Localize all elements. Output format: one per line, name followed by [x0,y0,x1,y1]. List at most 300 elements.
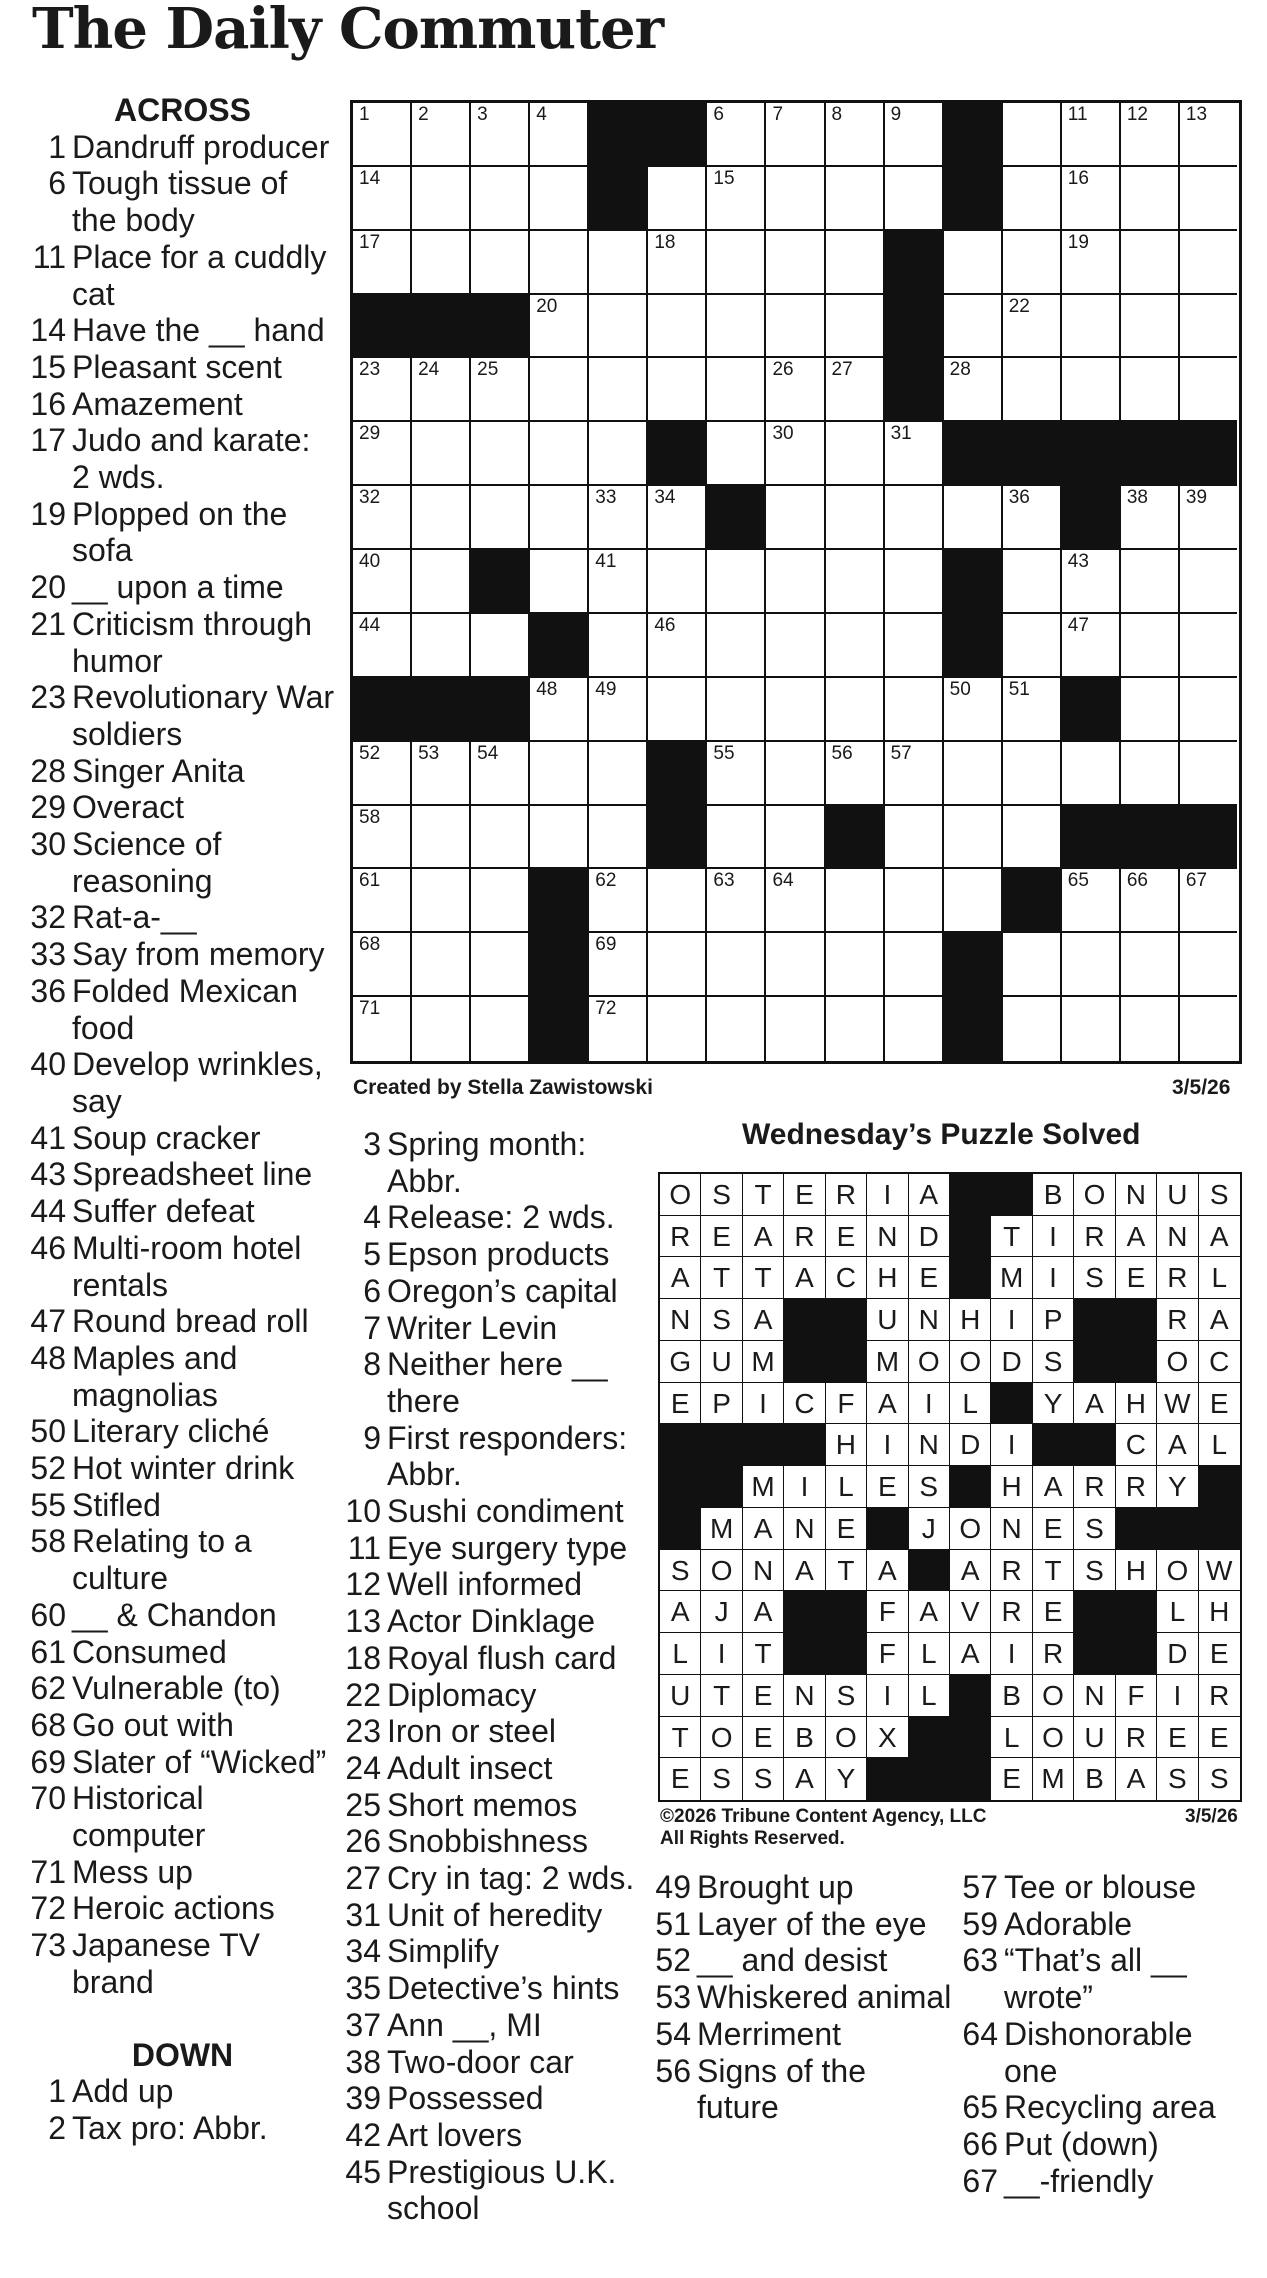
cell-number: 19 [1067,231,1089,253]
grid-cell[interactable] [1180,742,1237,806]
clue-text: Snobbishness [387,1823,589,1860]
grid-cell[interactable] [1003,295,1062,359]
grid-cell[interactable] [589,358,648,422]
clue-text: Well informed [387,1566,583,1603]
grid-cell[interactable] [353,231,412,295]
clue-text: Ann __, MI [387,2006,542,2043]
cell-number: 31 [890,423,912,445]
grid-cell[interactable] [1003,806,1062,870]
grid-cell[interactable] [412,103,471,167]
solution-block [909,1550,950,1592]
grid-cell[interactable] [530,103,589,167]
clue-number: 3 [363,1126,381,1162]
grid-cell[interactable] [766,678,825,742]
clue-number: 64 [962,2015,998,2052]
grid-cell[interactable] [766,806,825,870]
grid-cell[interactable] [1180,167,1237,231]
grid-cell[interactable] [766,933,825,997]
clue-number: 32 [30,899,66,936]
solution-date: 3/5/26 [1185,1806,1238,1827]
solution-cell: W [1157,1383,1198,1425]
grid-cell[interactable] [826,231,885,295]
grid-cell[interactable] [885,103,944,167]
grid-cell[interactable] [1121,103,1180,167]
grid-cell[interactable] [530,422,589,486]
grid-cell[interactable] [589,422,648,486]
clue-item [30,422,335,495]
grid-cell[interactable] [707,742,766,806]
clue-item [30,1303,335,1340]
clue-number: 68 [30,1706,66,1743]
cell-number: 18 [654,231,676,253]
solution-cell: O [1033,1717,1074,1759]
grid-block [353,678,412,742]
grid-cell[interactable] [589,550,648,614]
grid-cell[interactable] [1062,742,1121,806]
grid-cell[interactable] [353,550,412,614]
grid-cell[interactable] [1003,678,1062,742]
grid-cell[interactable] [1003,550,1062,614]
grid-cell[interactable] [471,933,530,997]
clue-number: 12 [345,1566,381,1603]
grid-cell[interactable] [707,231,766,295]
grid-cell[interactable] [885,167,944,231]
cell-number: 49 [595,678,617,700]
grid-cell[interactable] [707,167,766,231]
grid-cell[interactable] [589,933,648,997]
grid-cell[interactable] [885,678,944,742]
cell-number: 34 [654,487,676,509]
grid-cell[interactable] [707,933,766,997]
grid-cell[interactable] [412,358,471,422]
grid-cell[interactable] [353,806,412,870]
grid-cell[interactable] [1121,933,1180,997]
grid-cell[interactable] [885,869,944,933]
grid-cell[interactable] [353,997,412,1061]
grid-cell[interactable] [412,550,471,614]
grid-cell[interactable] [707,997,766,1061]
solution-block [1116,1591,1157,1633]
cell-number: 57 [890,742,912,764]
solution-cell: I [909,1383,950,1425]
grid-cell[interactable] [707,806,766,870]
grid-cell[interactable] [826,422,885,486]
grid-cell[interactable] [885,997,944,1061]
clue-number: 51 [655,1905,691,1942]
solution-cell: L [1199,1424,1240,1466]
solution-cell: U [1074,1717,1115,1759]
grid-cell[interactable] [589,678,648,742]
grid-cell[interactable] [530,167,589,231]
grid-cell[interactable] [826,295,885,359]
clue-item [30,899,335,936]
grid-cell[interactable] [885,742,944,806]
grid-cell[interactable] [944,295,1003,359]
grid-cell[interactable] [707,550,766,614]
grid-cell[interactable] [648,295,707,359]
grid-cell[interactable] [353,933,412,997]
grid-cell[interactable] [1180,869,1237,933]
cell-number: 17 [359,231,381,253]
grid-cell[interactable] [589,295,648,359]
grid-cell[interactable] [353,103,412,167]
grid-cell[interactable] [1121,486,1180,550]
grid-cell[interactable] [648,997,707,1061]
grid-cell[interactable] [944,678,1003,742]
grid-cell[interactable] [1180,997,1237,1061]
grid-cell[interactable] [944,869,1003,933]
grid-cell[interactable] [885,550,944,614]
grid-cell[interactable] [353,167,412,231]
solution-block [950,1174,991,1216]
solution-cell: S [1157,1758,1198,1800]
clue-item [345,1860,645,1897]
solution-block [660,1466,701,1508]
solution-cell: I [701,1633,742,1675]
solution-block [950,1675,991,1717]
grid-cell[interactable] [471,997,530,1061]
grid-cell[interactable] [648,678,707,742]
grid-cell[interactable] [707,422,766,486]
solution-cell: M [743,1466,784,1508]
grid-cell[interactable] [1062,933,1121,997]
grid-cell[interactable] [530,358,589,422]
grid-cell[interactable] [885,422,944,486]
clue-item [962,1906,1252,1943]
grid-cell[interactable] [412,486,471,550]
clue-item [30,973,335,1046]
grid-cell[interactable] [1003,167,1062,231]
grid-cell[interactable] [530,295,589,359]
grid-cell[interactable] [707,869,766,933]
solution-cell: A [950,1550,991,1592]
clue-number: 6 [48,165,66,202]
grid-cell[interactable] [648,231,707,295]
solution-cell: S [701,1299,742,1341]
grid-cell[interactable] [826,678,885,742]
clue-number: 48 [30,1339,66,1376]
grid-block [353,295,412,359]
grid-cell[interactable] [707,358,766,422]
grid-cell[interactable] [826,997,885,1061]
grid-cell[interactable] [1121,358,1180,422]
solution-cell: A [743,1299,784,1341]
grid-cell[interactable] [412,614,471,678]
grid-block [1062,422,1121,486]
clue-number: 1 [48,2073,66,2110]
grid-cell[interactable] [1121,614,1180,678]
grid-cell[interactable] [589,486,648,550]
solution-cell: C [826,1257,867,1299]
grid-cell[interactable] [412,231,471,295]
solution-block [701,1424,742,1466]
clue-number: 56 [655,2052,691,2089]
grid-block [944,933,1003,997]
grid-cell[interactable] [1062,614,1121,678]
solution-cell: Y [1033,1383,1074,1425]
grid-cell[interactable] [1003,103,1062,167]
clue-number: 15 [30,348,66,385]
clue-item [30,1634,335,1671]
cell-number: 40 [359,551,381,573]
grid-cell[interactable] [1121,997,1180,1061]
grid-cell[interactable] [648,614,707,678]
grid-cell[interactable] [412,933,471,997]
grid-cell[interactable] [766,614,825,678]
grid-cell[interactable] [1062,358,1121,422]
clue-text: Sushi condiment [387,1493,624,1530]
grid-cell[interactable] [412,167,471,231]
grid-cell[interactable] [471,486,530,550]
clue-item [30,1340,335,1413]
grid-cell[interactable] [1062,103,1121,167]
grid-cell[interactable] [1121,678,1180,742]
grid-block [1121,806,1180,870]
grid-cell[interactable] [1180,614,1237,678]
grid-cell[interactable] [1180,678,1237,742]
grid-cell[interactable] [1062,550,1121,614]
grid-cell[interactable] [353,486,412,550]
cell-number: 2 [418,104,429,125]
clue-item [30,312,335,349]
grid-cell[interactable] [766,422,825,486]
grid-cell[interactable] [1121,295,1180,359]
grid-block [944,550,1003,614]
grid-cell[interactable] [1003,742,1062,806]
grid-cell[interactable] [1003,997,1062,1061]
cell-number: 65 [1067,870,1089,892]
grid-cell[interactable] [530,550,589,614]
grid-cell[interactable] [589,742,648,806]
grid-cell[interactable] [707,103,766,167]
grid-block [648,742,707,806]
grid-cell[interactable] [648,869,707,933]
grid-cell[interactable] [766,997,825,1061]
grid-cell[interactable] [826,550,885,614]
grid-cell[interactable] [885,614,944,678]
solution-block [743,1424,784,1466]
grid-cell[interactable] [353,358,412,422]
grid-cell[interactable] [1180,231,1237,295]
clue-item [345,1640,645,1677]
solution-title: Wednesday’s Puzzle Solved [742,1118,1141,1151]
grid-cell[interactable] [530,231,589,295]
grid-cell[interactable] [353,422,412,486]
grid-cell[interactable] [1121,231,1180,295]
solution-cell: F [867,1633,908,1675]
grid-block [944,614,1003,678]
grid-cell[interactable] [826,103,885,167]
grid-cell[interactable] [1180,486,1237,550]
grid-cell[interactable] [412,742,471,806]
grid-cell[interactable] [1062,869,1121,933]
grid-cell[interactable] [589,997,648,1061]
clue-item [345,1897,645,1934]
grid-cell[interactable] [885,806,944,870]
clue-text: Brought up [697,1869,854,1905]
grid-cell[interactable] [589,231,648,295]
grid-cell[interactable] [766,869,825,933]
grid-cell[interactable] [944,231,1003,295]
solution-cell: O [826,1717,867,1759]
grid-cell[interactable] [707,678,766,742]
clue-number: 24 [345,1749,381,1786]
solution-cell: O [701,1550,742,1592]
grid-cell[interactable] [412,997,471,1061]
grid-cell[interactable] [589,869,648,933]
grid-cell[interactable] [766,550,825,614]
grid-cell[interactable] [707,614,766,678]
grid-cell[interactable] [826,358,885,422]
clue-item [345,1126,645,1199]
grid-cell[interactable] [1003,933,1062,997]
grid-cell[interactable] [530,806,589,870]
grid-cell[interactable] [1062,295,1121,359]
solution-cell: A [784,1257,825,1299]
grid-cell[interactable] [1003,614,1062,678]
grid-cell[interactable] [826,933,885,997]
clue-text: Go out with [72,1706,234,1743]
solution-cell: R [1033,1633,1074,1675]
cell-number: 8 [831,104,843,125]
clue-item [30,129,335,166]
grid-cell[interactable] [648,167,707,231]
clue-number: 45 [345,2153,381,2190]
grid-cell[interactable] [944,486,1003,550]
solution-cell: M [1033,1758,1074,1800]
grid-cell[interactable] [471,103,530,167]
solution-cell: H [867,1257,908,1299]
solution-cell: I [743,1383,784,1425]
grid-cell[interactable] [766,486,825,550]
grid-cell[interactable] [530,742,589,806]
cell-number: 39 [1185,487,1208,509]
grid-cell[interactable] [766,103,825,167]
grid-cell[interactable] [589,614,648,678]
grid-cell[interactable] [1062,231,1121,295]
grid-cell[interactable] [530,486,589,550]
solution-cell: M [867,1341,908,1383]
clue-item [30,1854,335,1891]
solution-cell: Y [1157,1466,1198,1508]
grid-block [1121,422,1180,486]
grid-cell[interactable] [826,614,885,678]
clue-text: Adorable [1004,1905,1133,1942]
clue-number: 17 [30,422,66,459]
grid-cell[interactable] [648,358,707,422]
grid-cell[interactable] [766,742,825,806]
grid-cell[interactable] [1180,103,1237,167]
clue-number: 41 [30,1119,66,1156]
solution-cell: C [784,1383,825,1425]
solution-block [950,1758,991,1800]
grid-cell[interactable] [471,231,530,295]
clue-text: Actor Dinklage [387,1603,596,1640]
grid-cell[interactable] [944,742,1003,806]
down-clues-3 [655,1869,955,2126]
cell-number: 61 [359,870,381,892]
grid-cell[interactable] [471,422,530,486]
grid-cell[interactable] [648,933,707,997]
grid-cell[interactable] [648,550,707,614]
cell-number: 71 [359,998,381,1020]
grid-cell[interactable] [471,869,530,933]
clue-number: 20 [30,569,66,606]
clue-number: 29 [30,789,66,826]
solution-block [1074,1591,1115,1633]
grid-cell[interactable] [1121,742,1180,806]
grid-cell[interactable] [944,806,1003,870]
grid-cell[interactable] [885,933,944,997]
grid-cell[interactable] [766,231,825,295]
grid-cell[interactable] [1121,167,1180,231]
clue-text: Art lovers [387,2116,523,2153]
grid-cell[interactable] [412,869,471,933]
grid-cell[interactable] [826,869,885,933]
grid-cell[interactable] [471,742,530,806]
grid-cell[interactable] [826,167,885,231]
solution-cell: S [701,1758,742,1800]
grid-cell[interactable] [353,869,412,933]
grid-cell[interactable] [530,678,589,742]
grid-cell[interactable] [471,358,530,422]
grid-cell[interactable] [412,422,471,486]
grid-cell[interactable] [885,486,944,550]
grid-cell[interactable] [589,806,648,870]
across-heading: ACROSS [114,92,251,128]
grid-cell[interactable] [766,358,825,422]
grid-cell[interactable] [1180,295,1237,359]
grid-cell[interactable] [648,486,707,550]
solution-cell: I [867,1424,908,1466]
grid-cell[interactable] [1003,231,1062,295]
grid-cell[interactable] [766,295,825,359]
solution-cell: D [909,1216,950,1258]
grid-cell[interactable] [766,167,825,231]
solution-cell: M [991,1257,1032,1299]
grid-cell[interactable] [1121,550,1180,614]
grid-cell[interactable] [707,295,766,359]
grid-cell[interactable] [944,358,1003,422]
grid-cell[interactable] [471,806,530,870]
grid-cell[interactable] [353,742,412,806]
grid-cell[interactable] [826,742,885,806]
clue-number: 73 [30,1927,66,1964]
grid-cell[interactable] [471,614,530,678]
clue-number: 60 [30,1596,66,1633]
grid-cell[interactable] [1003,358,1062,422]
clue-number: 38 [345,2043,381,2080]
clue-number: 65 [962,2089,998,2126]
grid-cell[interactable] [1062,167,1121,231]
grid-cell[interactable] [412,806,471,870]
grid-cell[interactable] [471,167,530,231]
grid-cell[interactable] [1121,869,1180,933]
grid-cell[interactable] [1180,550,1237,614]
grid-block [589,167,648,231]
solution-block [1033,1424,1074,1466]
clue-text: Science of reasoning [72,826,222,899]
grid-cell[interactable] [1062,997,1121,1061]
grid-cell[interactable] [353,614,412,678]
grid-cell[interactable] [1180,933,1237,997]
solution-block [1116,1299,1157,1341]
grid-cell[interactable] [826,486,885,550]
clue-item [30,165,335,238]
grid-block [1180,806,1237,870]
grid-cell[interactable] [1003,486,1062,550]
grid-cell[interactable] [1180,358,1237,422]
